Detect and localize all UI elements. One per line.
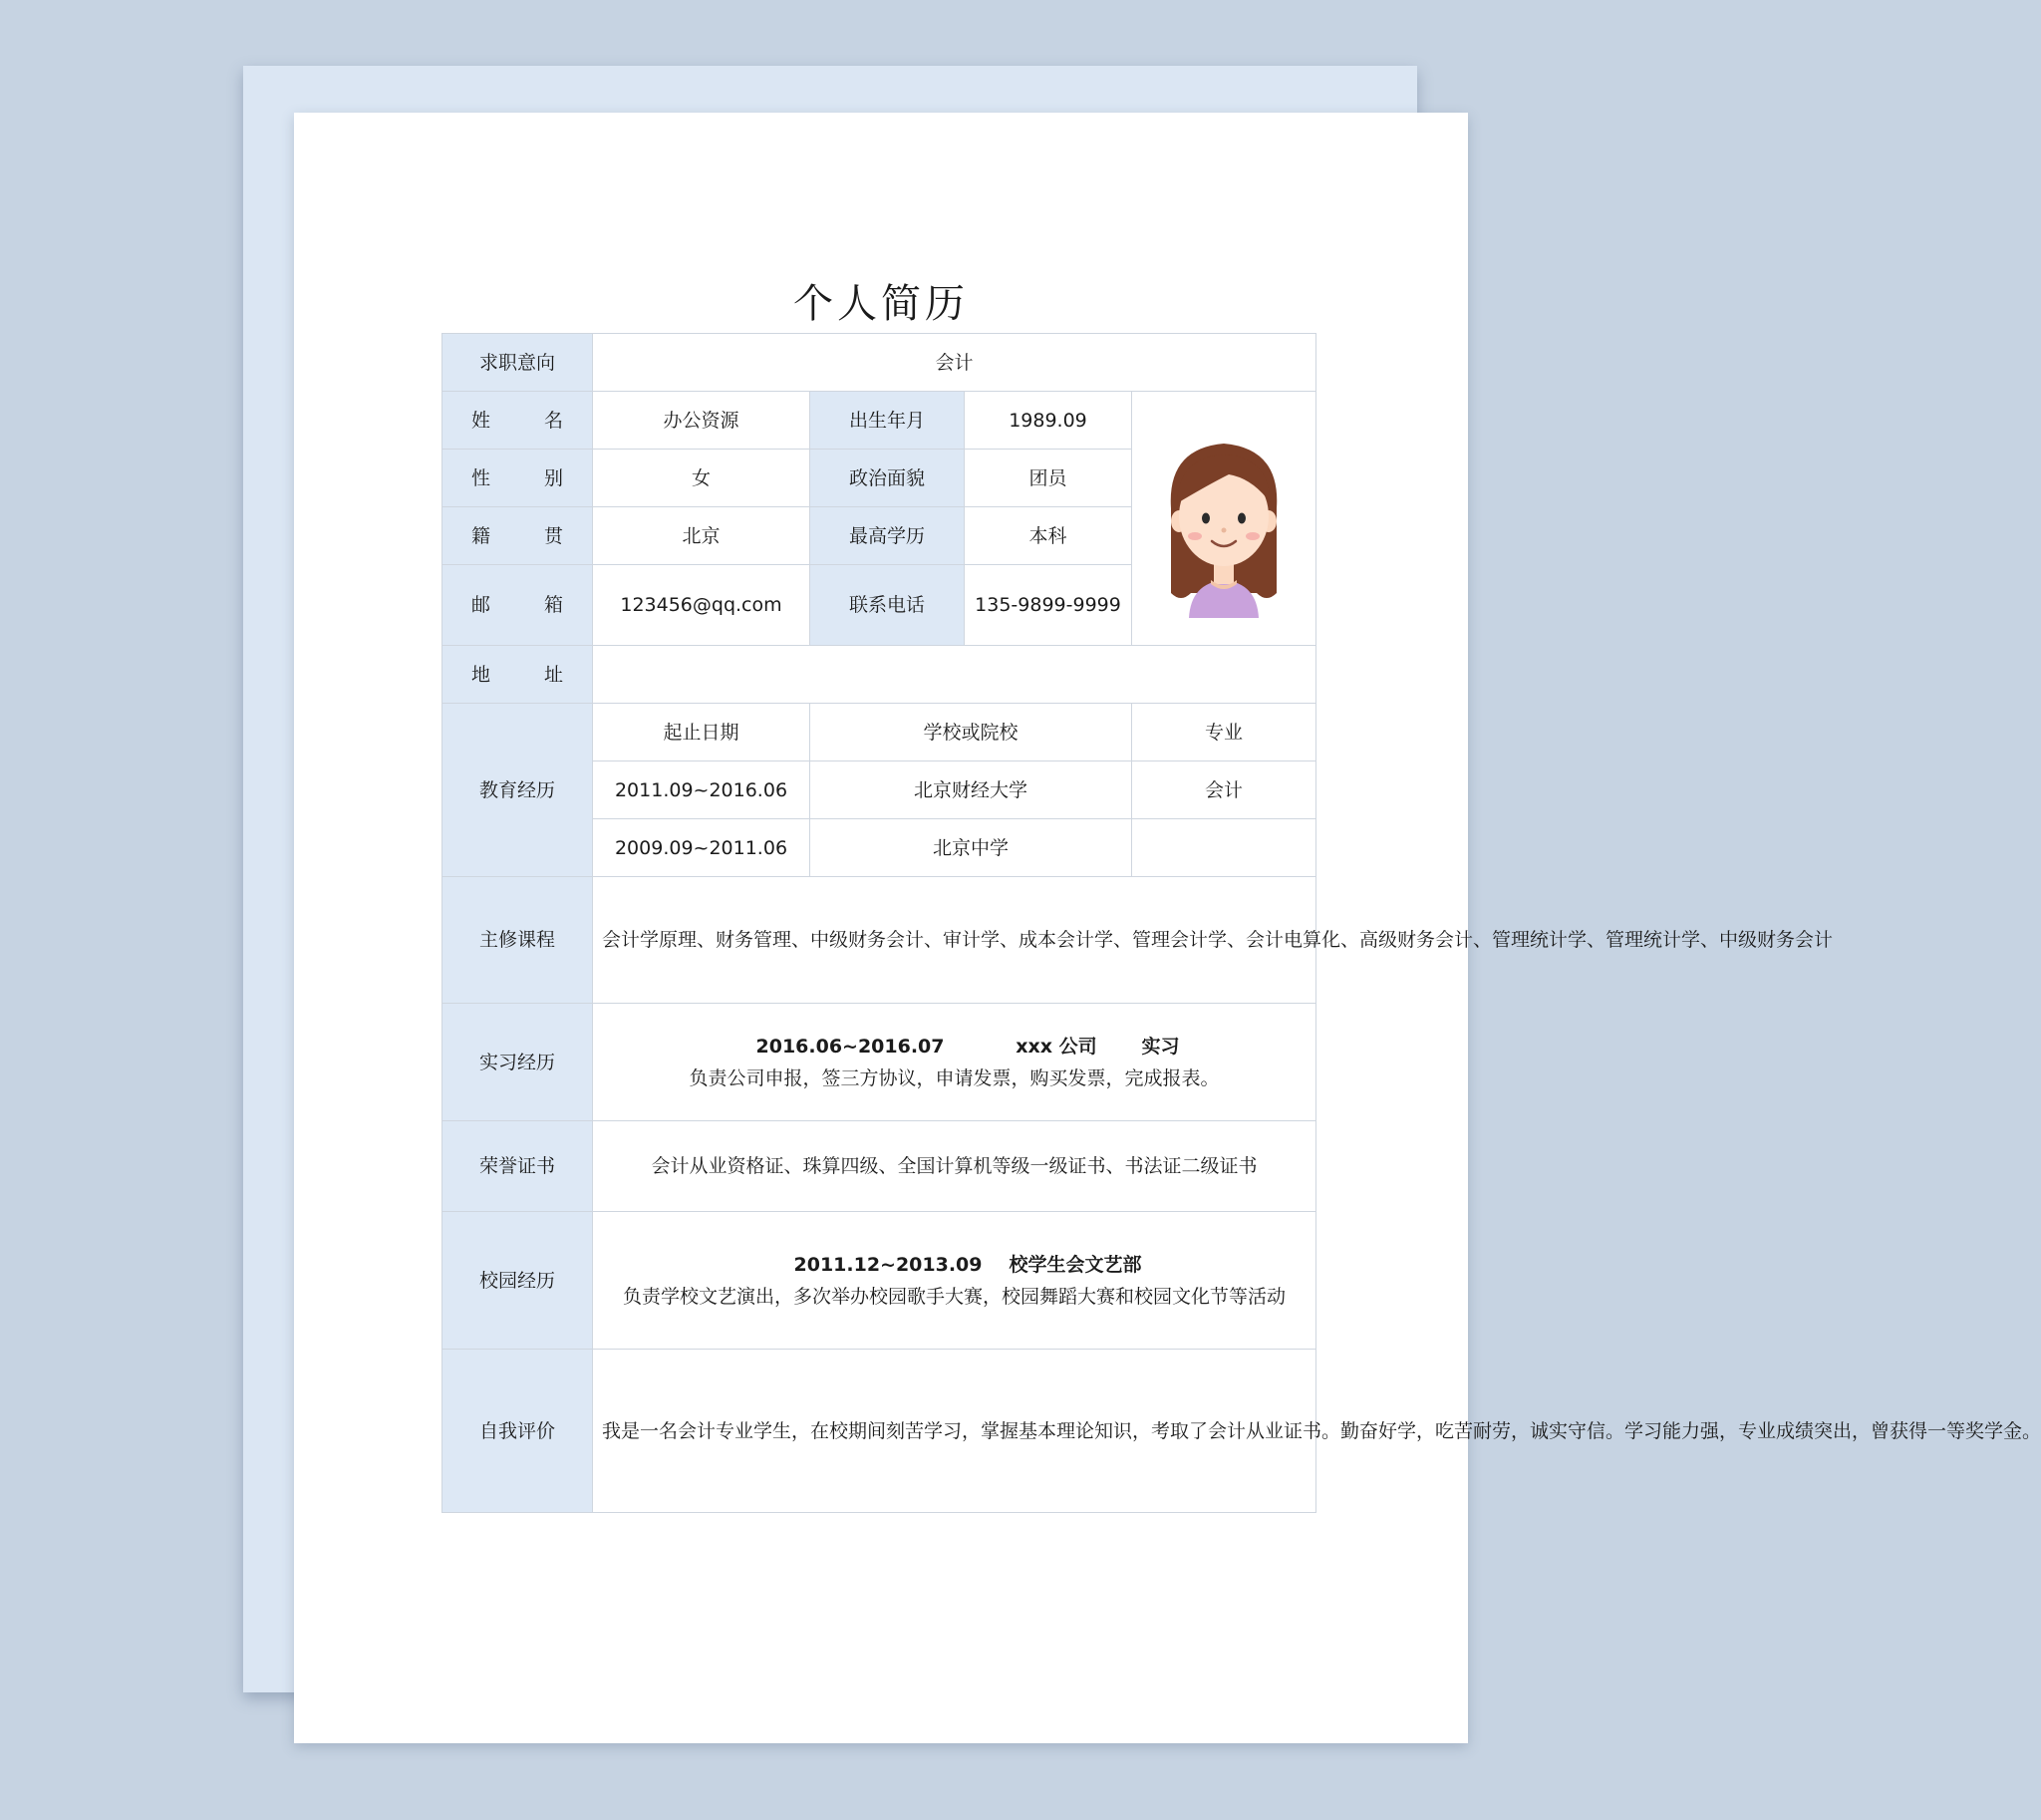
value-honors: 会计从业资格证、珠算四级、全国计算机等级一级证书、书法证二级证书	[593, 1121, 1316, 1212]
campus-desc: 负责学校文艺演出，多次举办校园歌手大赛，校园舞蹈大赛和校园文化节等活动	[623, 1285, 1287, 1308]
edu-period: 2009.09~2011.06	[593, 819, 810, 877]
value-hometown: 北京	[593, 507, 810, 565]
avatar	[1149, 419, 1299, 618]
internship-period: 2016.06~2016.07	[755, 1035, 945, 1058]
label-job-intent: 求职意向	[442, 334, 593, 392]
page-title: 个人简历	[793, 281, 969, 327]
value-campus	[593, 1212, 1316, 1350]
row-campus	[442, 1212, 1316, 1350]
value-degree: 本科	[965, 507, 1132, 565]
row-name	[442, 392, 1316, 450]
value-internship	[593, 1004, 1316, 1121]
value-gender: 女	[593, 450, 810, 507]
row-address	[442, 646, 1316, 704]
value-courses: 会计学原理、财务管理、中级财务会计、审计学、成本会计学、管理会计学、会计电算化、高级财务会计、管理统计学、管理统计学、中级财务会计	[593, 877, 1316, 1004]
value-politics: 团员	[965, 450, 1132, 507]
label-name: 姓 名	[442, 392, 593, 450]
edu-major: 会计	[1132, 761, 1316, 819]
value-job-intent: 会计	[593, 334, 1316, 392]
row-job-intent	[442, 334, 1316, 392]
edu-school: 北京中学	[810, 819, 1132, 877]
label-degree: 最高学历	[810, 507, 965, 565]
value-name: 办公资源	[593, 392, 810, 450]
edu-header-school: 学校或院校	[810, 704, 1132, 761]
resume-page	[294, 113, 2041, 1743]
row-honors	[442, 1121, 1316, 1212]
row-education-header	[442, 704, 1316, 761]
label-phone: 联系电话	[810, 565, 965, 646]
edu-major	[1132, 819, 1316, 877]
label-gender: 性 别	[442, 450, 593, 507]
row-internship	[442, 1004, 1316, 1121]
row-self-eval	[442, 1350, 1316, 1513]
resume-table	[441, 333, 2041, 1513]
label-self-eval: 自我评价	[442, 1350, 593, 1513]
label-address: 地 址	[442, 646, 593, 704]
edu-header-major: 专业	[1132, 704, 1316, 761]
label-internship: 实习经历	[442, 1004, 593, 1121]
value-phone: 135-9899-9999	[965, 565, 1132, 646]
label-honors: 荣誉证书	[442, 1121, 593, 1212]
internship-company: xxx 公司	[1016, 1035, 1097, 1058]
label-campus: 校园经历	[442, 1212, 593, 1350]
value-address	[593, 646, 1316, 704]
label-education: 教育经历	[442, 704, 593, 877]
label-email: 邮 箱	[442, 565, 593, 646]
edu-school: 北京财经大学	[810, 761, 1132, 819]
label-birth: 出生年月	[810, 392, 965, 450]
edu-period: 2011.09~2016.06	[593, 761, 810, 819]
label-hometown: 籍 贯	[442, 507, 593, 565]
campus-header	[602, 1249, 1307, 1281]
row-courses	[442, 877, 1316, 1004]
value-birth: 1989.09	[965, 392, 1132, 450]
value-email: 123456@qq.com	[593, 565, 810, 646]
value-self-eval: 我是一名会计专业学生，在校期间刻苦学习，掌握基本理论知识，考取了会计从业证书。勤奋好学，吃苦耐劳，诚实守信。学习能力强，专业成绩突出，曾获得一等奖学金。	[593, 1350, 1316, 1513]
campus-period: 2011.12~2013.09	[793, 1253, 983, 1276]
label-courses: 主修课程	[442, 877, 593, 1004]
photo-cell	[1132, 392, 1316, 646]
label-politics: 政治面貌	[810, 450, 965, 507]
edu-header-period: 起止日期	[593, 704, 810, 761]
campus-org: 校学生会文艺部	[1009, 1253, 1142, 1276]
internship-desc: 负责公司申报，签三方协议，申请发票，购买发票，完成报表。	[689, 1066, 1220, 1089]
internship-header	[602, 1031, 1307, 1062]
internship-role: 实习	[1141, 1035, 1180, 1058]
